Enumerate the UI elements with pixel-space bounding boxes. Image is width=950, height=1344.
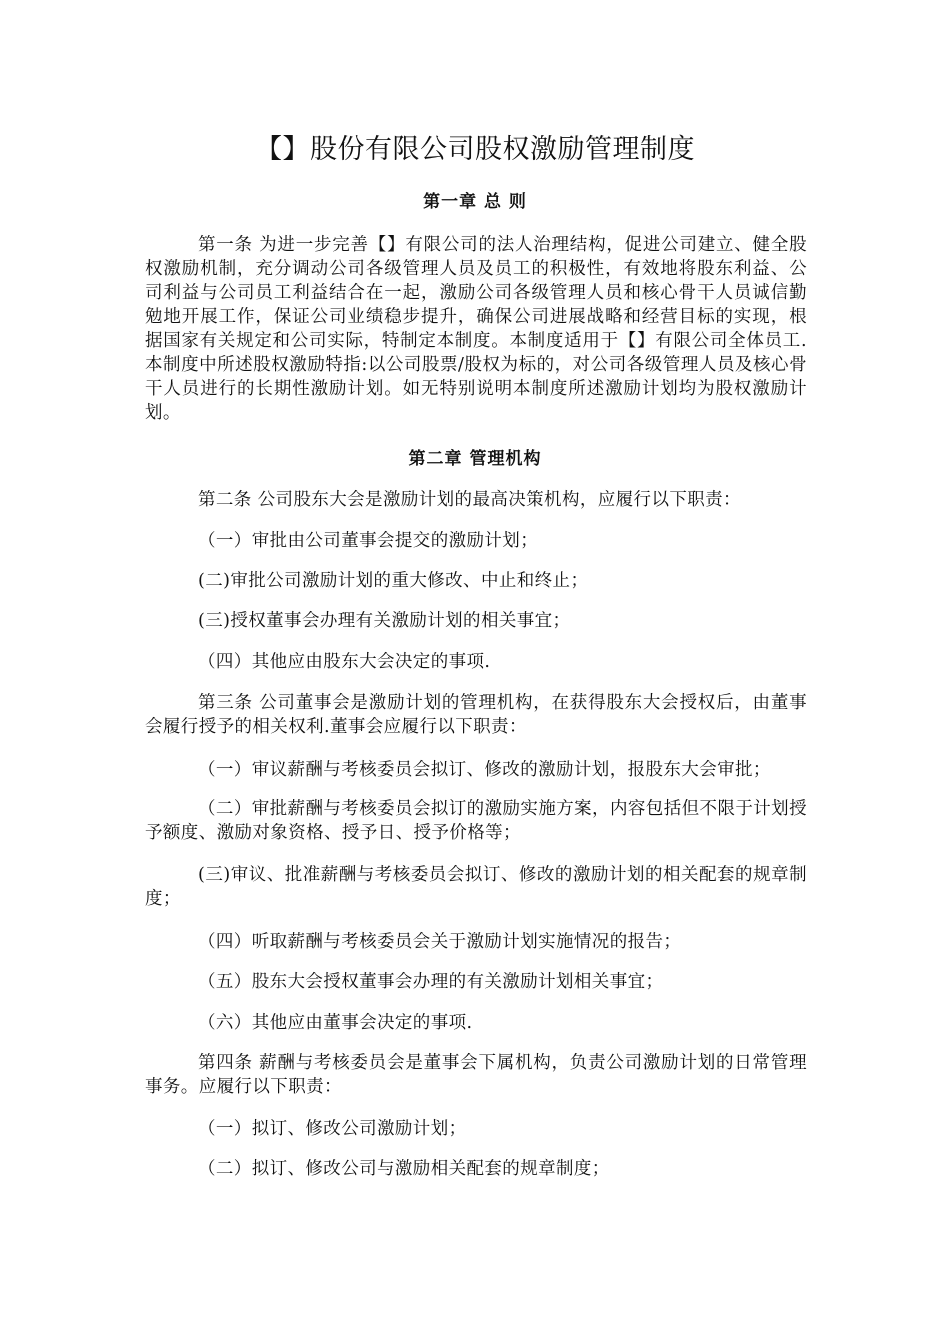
article-1: 第一条 为进一步完善【】有限公司的法人治理结构，促进公司建立、健全股权激励机制，充分调动公司各级管理人员及员工的积极性，有效地将股东利益、公司利益与公司员工利益结合在一起，激励公司各级管理人员和核心骨干人员诚信勤勉地开展工作，保证公司业绩稳步提升，确保公司进展战略和经营目标的实现，根据国家有关规定和公司实际，特制定本制度。本制度适用于【】有限公司全体员工. 本制度中所述股权激励特指:以公司股票/股权为标的，对公司各级管理人员及核心骨干人员进行的长期性激励计划。如无特别说明本制度所述激励计划均为股权激励计划。 — [145, 235, 807, 423]
article-4: 第四条 薪酬与考核委员会是董事会下属机构，负责公司激励计划的日常管理事务。应履行以下职责： — [145, 1053, 807, 1097]
article-2-item-4: （四）其他应由股东大会决定的事项. — [198, 652, 491, 672]
article-2-item-2: (二)审批公司激励计划的重大修改、中止和终止； — [198, 571, 589, 591]
article-3: 第三条 公司董事会是激励计划的管理机构，在获得股东大会授权后，由董事会履行授予的相关权利.董事会应履行以下职责： — [145, 693, 807, 737]
article-2: 第二条 公司股东大会是激励计划的最高决策机构，应履行以下职责： — [198, 490, 741, 510]
chapter-2-heading: 第二章 管理机构 — [408, 449, 542, 469]
article-3-item-5: （五）股东大会授权董事会办理的有关激励计划相关事宜； — [198, 972, 664, 992]
document-title: 【】股份有限公司股权激励管理制度 — [255, 134, 695, 165]
article-3-item-2: （二）审批薪酬与考核委员会拟订的激励实施方案，内容包括但不限于计划授予额度、激励对象资格、授予日、授予价格等； — [145, 799, 807, 843]
article-3-item-6: （六）其他应由董事会决定的事项. — [198, 1013, 473, 1033]
article-4-item-1: （一）拟订、修改公司激励计划； — [198, 1119, 467, 1139]
chapter-1-heading: 第一章 总 则 — [423, 192, 527, 212]
article-2-item-1: （一）审批由公司董事会提交的激励计划； — [198, 531, 539, 551]
article-2-item-3: (三)授权董事会办理有关激励计划的相关事宜； — [198, 611, 571, 631]
article-4-item-2: （二）拟订、修改公司与激励相关配套的规章制度； — [198, 1159, 610, 1179]
article-3-item-1: （一）审议薪酬与考核委员会拟订、修改的激励计划，报股东大会审批； — [198, 760, 771, 780]
article-3-item-4: （四）听取薪酬与考核委员会关于激励计划实施情况的报告； — [198, 932, 682, 952]
article-3-item-3: (三)审议、批准薪酬与考核委员会拟订、修改的激励计划的相关配套的规章制度； — [145, 865, 807, 909]
